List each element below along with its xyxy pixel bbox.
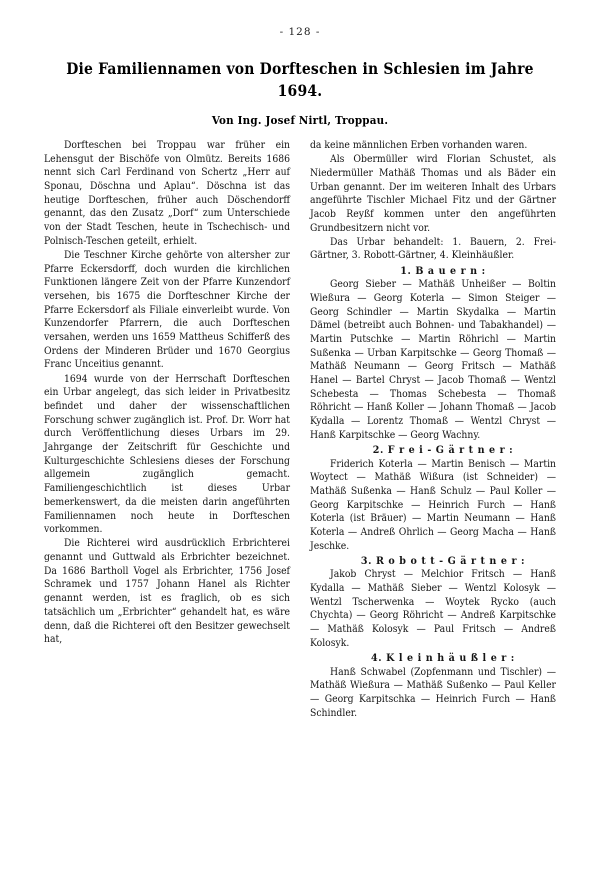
name-list-robott-gaertner: Jakob Chryst — Melchior Fritsch — Hanß Kydalla — Mathäß Sieber — Wentzl Kolosyk — Wentzl Tscherwenka — Woytek Rycko (auch Chychta) — Georg Röhricht — Andreß Karpitschke — Mathäß Kolosyk — Paul Fritsch — Andreß Kolosyk. <box>310 568 556 649</box>
byline: Von Ing. Josef Nirtl, Troppau. <box>211 112 389 127</box>
section-heading-bauern: 1. B a u e r n : <box>400 264 486 277</box>
paragraph: Das Urbar behandelt: 1. Bauern, 2. Frei-Gärtner, 3. Robott-Gärtner, 4. Kleinhäußler. <box>310 235 556 262</box>
right-column <box>310 139 556 721</box>
paragraph: Die Teschner Kirche gehörte von altersher zur Pfarre Eckersdorff, doch wurden die kirchlichen Funktionen längere Zeit von der Pfarre Kunzendorf versehen, bis 1675 die Dorfteschner Kirche der Pfarre Eckersdorf als Filiale einverleibt wurde. Von Kunzendorfer Pfarrern, die auch Dorfteschen versahen, werden uns 1659 Mattheus Schifferß des Ordens der Minderen Brüder und 1670 Georgius Franc Unceitius genannt. <box>44 248 290 371</box>
two-column-body <box>44 139 556 721</box>
name-list-frei-gaertner: Friderich Koterla — Martin Benisch — Martin Woytect — Mathäß Wißura (ist Schneider) — Mathäß Sußenka — Hanß Schulz — Paul Koller — Georg Karpitschke — Heinrich Furch — Hanß Koterla (ist Bräuer) — Martin Neumann — Hanß Koterla — Andreß Ohrlich — Georg Macha — Hanß Jeschke. <box>310 457 556 552</box>
page-number: - 128 - <box>279 26 321 38</box>
name-list-kleinhaeussler: Hanß Schwabel (Zopfenmann und Tischler) — Mathäß Wießura — Mathäß Sußenko — Paul Keller — Georg Karpitschka — Heinrich Furch — Hanß Schindler. <box>310 665 556 719</box>
name-list-bauern: Georg Sieber — Mathäß Unheißer — Boltin Wießura — Georg Koterla — Simon Steiger — Georg Schindler — Martin Skydalka — Martin Dämel (betreibt auch Bohnen- und Tabakhandel) — Martin Putschke — Martin Röhrichl — Martin Sußenka — Urban Karpitschke — Georg Thomaß — Mathäß Neumann — Georg Fritsch — Mathäß Hanel — Bartel Chryst — Jacob Thomaß — Wentzl Schebesta — Thomas Schebesta — Thomaß Röhricht — Hanß Koller — Johann Thomaß — Jacob Kydalla — Lorentz Thomaß — Wentzl Chryst — Hanß Karpitschke — Georg Wachny. <box>310 278 556 441</box>
section-heading-kleinhaeussler: 4. K l e i n h ä u ß l e r : <box>371 652 515 665</box>
paragraph: Als Obermüller wird Florian Schustet, als Niedermüller Mathäß Thomas und als Bäder ein Urban genannt. Der im weiteren Inhalt des Urbars angeführte Tischler Michael Fitz und der Gärtner Jacob Reyßf kommen unter den angeführten Grundbesitzern nicht vor. <box>310 153 556 234</box>
paragraph: Die Richterei wird ausdrücklich Erbrichterei genannt und Guttwald als Erbrichter bezeichnet. Da 1686 Bartholl Vogel als Erbrichter, 1756 Josef Schramek und 1757 Johann Hanel als Richter genannt werden, ist es fraglich, ob es sich tatsächlich um „Erbrichter“ gehandelt hat, es wäre denn, daß die Richterei oft den Besitzer gewechselt hat, <box>44 537 290 646</box>
section-heading-frei-gaertner: 2. F r e i - G ä r t n e r : <box>372 443 514 456</box>
page-title: Die Familiennamen von Dorfteschen in Schlesien im Jahre 1694. <box>66 59 534 101</box>
left-column <box>44 139 290 647</box>
paragraph: da keine männlichen Erben vorhanden waren. <box>310 138 528 151</box>
section-heading-robott-gaertner: 3. R o b o t t - G ä r t n e r : <box>360 554 526 567</box>
paragraph: 1694 wurde von der Herrschaft Dorfteschen ein Urbar angelegt, das sich leider in Privatbesitz befindet und daher der wissenschaftlichen Forschung schwer zugänglich ist. Prof. Dr. Worr hat durch Veröffentlichung dieses Urbars im 29. Jahrgange der Zeitschrift für Geschichte und Kulturgeschichte Schlesiens dieses der Forschung allgemein zugänglich gemacht. Familiengeschichtlich ist dieses Urbar bemerkenswert, da die meisten darin angeführten Familiennamen noch heute in Dorfteschen vorkommen. <box>44 372 290 536</box>
paragraph: Dorfteschen bei Troppau war früher ein Lehensgut der Bischöfe von Olmütz. Bereits 1686 nennt sich Carl Ferdinand von Schertz „Herr auf Sponau, Döschna und Aplau“. Döschna ist das heutige Dorfteschen, früher auch Döschendorff genannt, das den Zusatz „Dorf“ zum Unterschiede von der Stadt Teschen, heute in Tschechisch- und Polnisch-Teschen geteilt, erhielt. <box>44 138 290 247</box>
